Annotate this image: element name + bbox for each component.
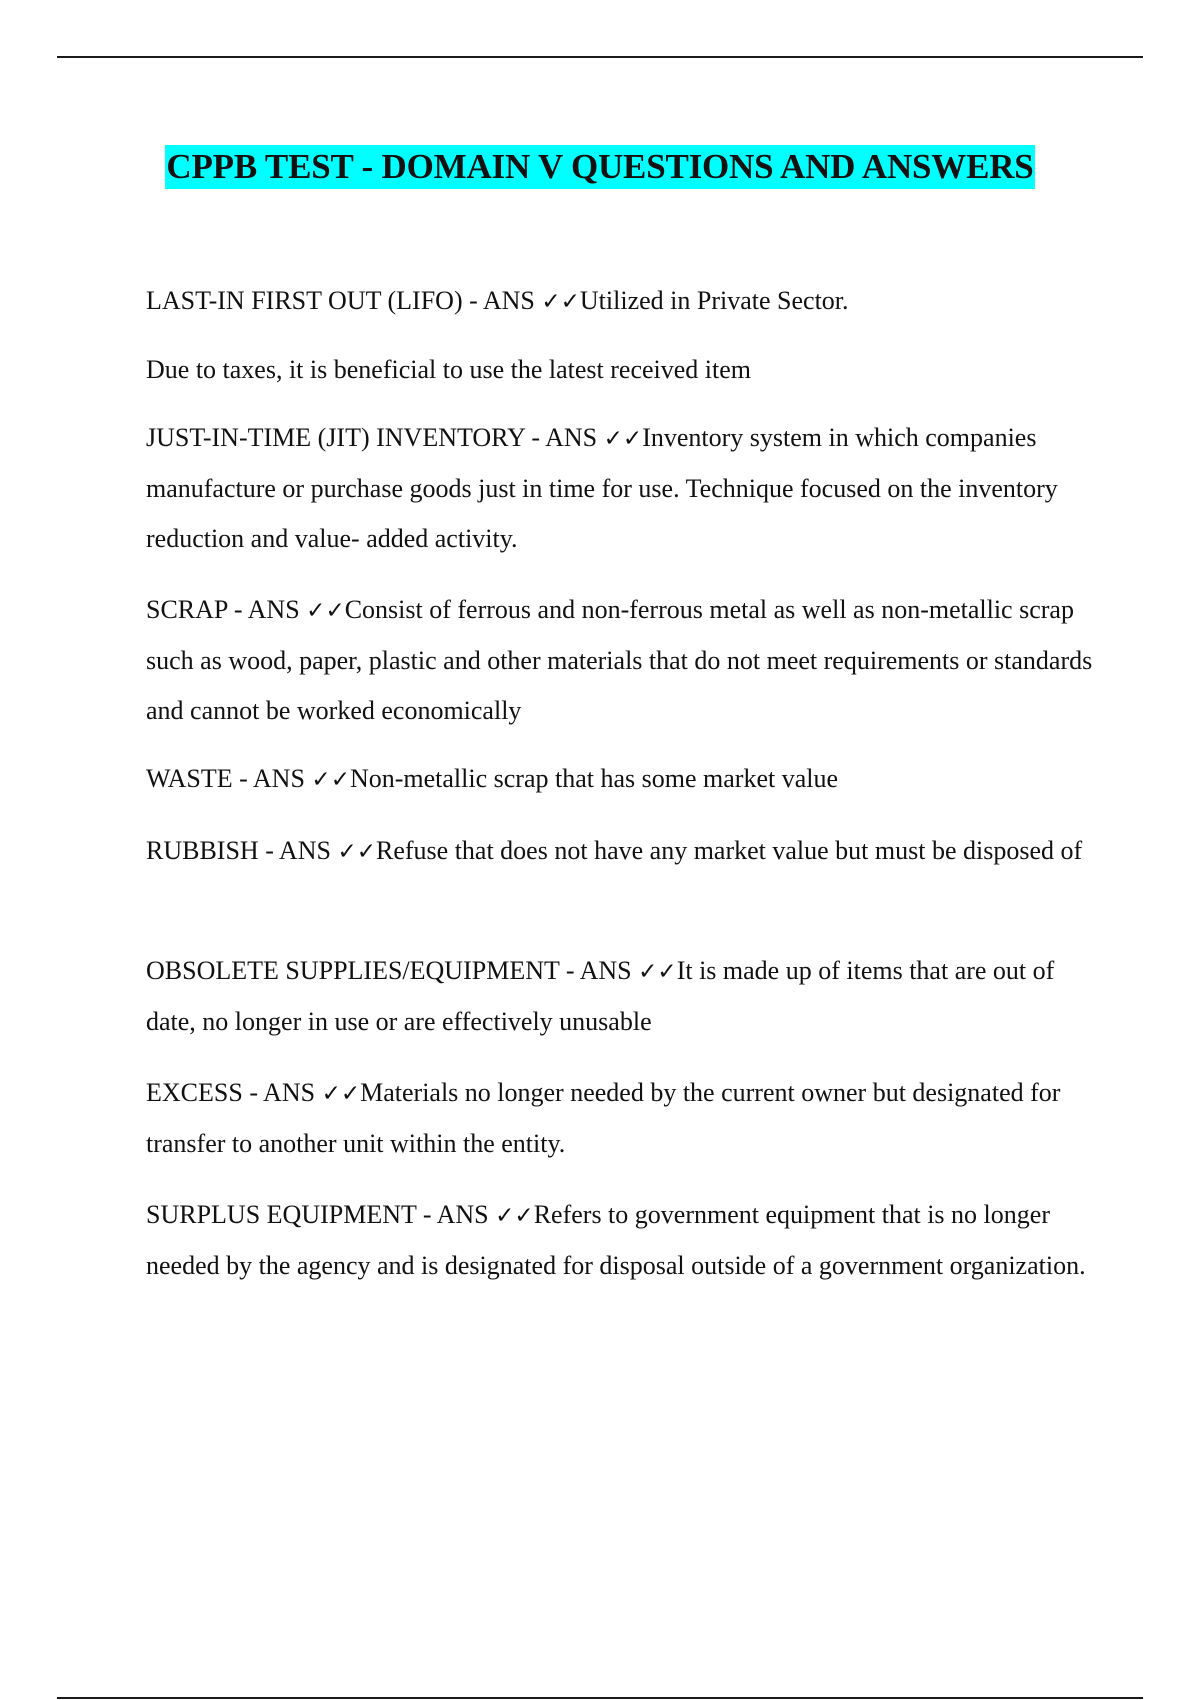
checkmark-icon: ✓✓ bbox=[541, 289, 580, 315]
qa-line bbox=[146, 585, 1106, 736]
qa-answer: Non-metallic scrap that has some market value bbox=[349, 764, 839, 793]
qa-line bbox=[146, 1068, 1106, 1169]
qa-entry-obsolete bbox=[146, 946, 1106, 1047]
qa-entry-surplus bbox=[146, 1190, 1106, 1291]
qa-answer: Materials no longer needed by the current owner but designated for transfer to another unit within the entity. bbox=[146, 1078, 1061, 1158]
qa-answer: It is made up of items that are out of date, no longer in use or are effectively unusable bbox=[146, 956, 1055, 1036]
qa-term: EXCESS bbox=[146, 1078, 243, 1107]
qa-term: JUST-IN-TIME (JIT) INVENTORY bbox=[146, 423, 525, 452]
checkmark-icon: ✓✓ bbox=[321, 1081, 361, 1107]
qa-line bbox=[146, 754, 1106, 805]
qa-term: WASTE bbox=[146, 764, 233, 793]
qa-entry-scrap bbox=[146, 585, 1106, 736]
qa-answer: Utilized in Private Sector. bbox=[579, 286, 849, 315]
qa-entry-rubbish bbox=[146, 826, 1106, 877]
qa-line bbox=[146, 276, 1106, 327]
qa-term: LAST-IN FIRST OUT (LIFO) bbox=[146, 286, 463, 315]
ans-separator: - ANS bbox=[227, 595, 307, 624]
qa-answer: Inventory system in which companies manufacture or purchase goods just in time for use. Technique focused on the inventory reduction and value- added activity. bbox=[146, 423, 1058, 553]
title-block bbox=[0, 145, 1200, 189]
qa-entry-excess bbox=[146, 1068, 1106, 1169]
qa-answer: Refers to government equipment that is no longer needed by the agency and is designated for disposal outside of a government organization. bbox=[146, 1200, 1086, 1280]
qa-line bbox=[146, 946, 1106, 1047]
qa-answer: Consist of ferrous and non-ferrous metal as well as non-metallic scrap such as wood, paper, plastic and other materials that do not meet requirements or standards and cannot be worked economically bbox=[146, 595, 1093, 725]
header-rule bbox=[57, 56, 1143, 58]
footer-rule bbox=[57, 1697, 1143, 1699]
qa-term: OBSOLETE SUPPLIES/EQUIPMENT bbox=[146, 956, 560, 985]
qa-entry-waste bbox=[146, 754, 1106, 805]
qa-line bbox=[146, 1190, 1106, 1291]
ans-separator: - ANS bbox=[524, 423, 604, 452]
qa-term: SCRAP bbox=[146, 595, 228, 624]
qa-term: RUBBISH bbox=[146, 836, 259, 865]
ans-separator: - ANS bbox=[242, 1078, 322, 1107]
checkmark-icon: ✓✓ bbox=[638, 959, 677, 985]
qa-note: Due to taxes, it is beneficial to use the latest received item bbox=[146, 355, 752, 384]
ans-separator: - ANS bbox=[232, 764, 312, 793]
qa-entry-lifo-extra bbox=[146, 345, 1106, 395]
checkmark-icon: ✓✓ bbox=[337, 839, 376, 865]
checkmark-icon: ✓✓ bbox=[306, 598, 345, 624]
checkmark-icon: ✓✓ bbox=[311, 767, 350, 793]
qa-term: SURPLUS EQUIPMENT bbox=[146, 1200, 417, 1229]
qa-line bbox=[146, 413, 1106, 564]
checkmark-icon: ✓✓ bbox=[495, 1203, 534, 1229]
qa-entry-lifo bbox=[146, 276, 1106, 327]
ans-separator: - ANS bbox=[559, 956, 639, 985]
ans-separator: - ANS bbox=[416, 1200, 496, 1229]
checkmark-icon: ✓✓ bbox=[603, 426, 643, 452]
document-title: CPPB TEST - DOMAIN V QUESTIONS AND ANSWERS bbox=[165, 145, 1034, 189]
qa-entry-jit bbox=[146, 413, 1106, 564]
qa-line bbox=[146, 826, 1106, 877]
ans-separator: - ANS bbox=[462, 286, 542, 315]
ans-separator: - ANS bbox=[258, 836, 338, 865]
qa-answer: Refuse that does not have any market value but must be disposed of bbox=[376, 836, 1083, 865]
